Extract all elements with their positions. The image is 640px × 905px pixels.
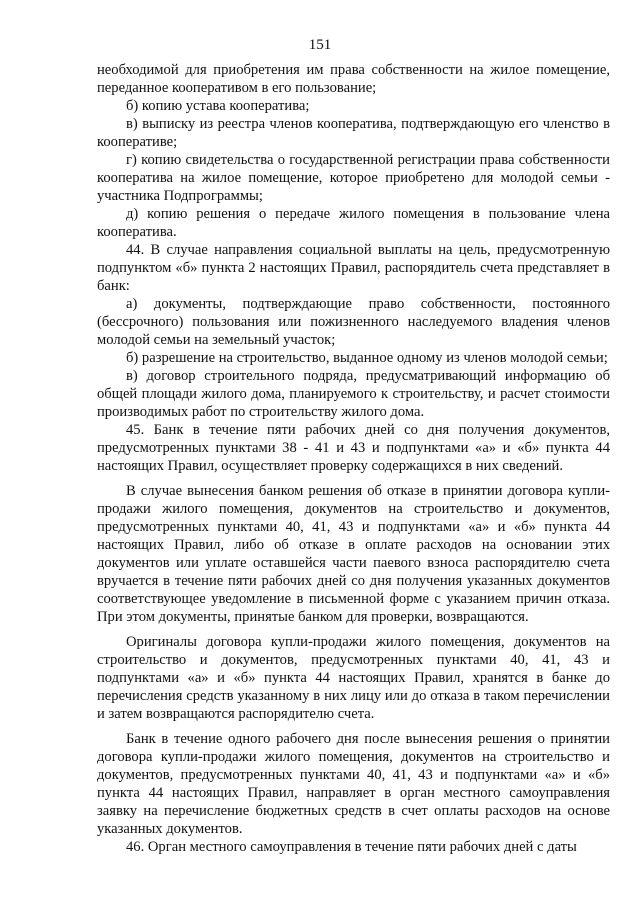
paragraph: Оригиналы договора купли-продажи жилого помещения, документов на строительство и документов, предусмотренных пунктами 40, 41, 43 и подпунктами «а» и «б» пункта 44 настоящих Правил, хранятся в банке до перечисления средств указанному в них лицу или до отказа в таком перечислении и затем возвращаются распорядителю счета. — [97, 634, 610, 722]
paragraph: в) договор строительного подряда, предусматривающий информацию об общей площади жилого дома, планируемого к строительству, и расчет стоимости производимых работ по строительству жилого дома. — [97, 368, 610, 420]
paragraph: б) разрешение на строительство, выданное одному из членов молодой семьи; — [126, 350, 608, 366]
document-body — [97, 61, 610, 856]
paragraph: 45. Банк в течение пяти рабочих дней со дня получения документов, предусмотренных пунктами 38 - 41 и 43 и подпунктами «а» и «б» пункта 44 настоящих Правил, осуществляет проверку содержащихся в них сведений. — [97, 422, 610, 474]
paragraph: а) документы, подтверждающие право собственности, постоянного (бессрочного) пользования или пожизненного наследуемого владения членов молодой семьи на земельный участок; — [97, 296, 610, 348]
paragraph: г) копию свидетельства о государственной регистрации права собственности кооператива на жилое помещение, которое приобретено для молодой семьи - участника Подпрограммы; — [97, 152, 610, 204]
paragraph: д) копию решения о передаче жилого помещения в пользование члена кооператива. — [97, 206, 610, 240]
paragraph: 46. Орган местного самоуправления в течение пяти рабочих дней с даты — [126, 839, 577, 855]
paragraph: Банк в течение одного рабочего дня после вынесения решения о принятии договора купли-продажи жилого помещения, документов на строительство и документов, предусмотренных пунктами 40, 41, 43 и подпунктами «а» и «б» пункта 44 настоящих Правил, направляет в орган местного самоуправления заявку на перечисление бюджетных средств в счет оплаты расходов на основе указанных документов. — [97, 731, 610, 837]
paragraph: в) выписку из реестра членов кооператива, подтверждающую его членство в кооперативе; — [97, 116, 610, 150]
page-number: 151 — [308, 37, 332, 53]
paragraph: В случае вынесения банком решения об отказе в принятии договора купли-продажи жилого помещения, документов на строительство и документов, предусмотренных пунктами 40, 41, 43 и подпунктами «а» и «б» пункта 44 настоящих Правил, либо об отказе в оплате расходов на основании этих документов или уплате оставшейся части паевого взноса распорядителю счета вручается в течение пяти рабочих дней со дня получения указанных документов соответствующее уведомление в письменной форме с указанием причин отказа. При этом документы, принятые банком для проверки, возвращаются. — [97, 483, 610, 625]
paragraph: необходимой для приобретения им права собственности на жилое помещение, переданное кооперативом в его пользование; — [97, 62, 610, 96]
paragraph: б) копию устава кооператива; — [126, 98, 310, 114]
paragraph: 44. В случае направления социальной выплаты на цель, предусмотренную подпунктом «б» пункта 2 настоящих Правил, распорядитель счета представляет в банк: — [97, 242, 610, 294]
